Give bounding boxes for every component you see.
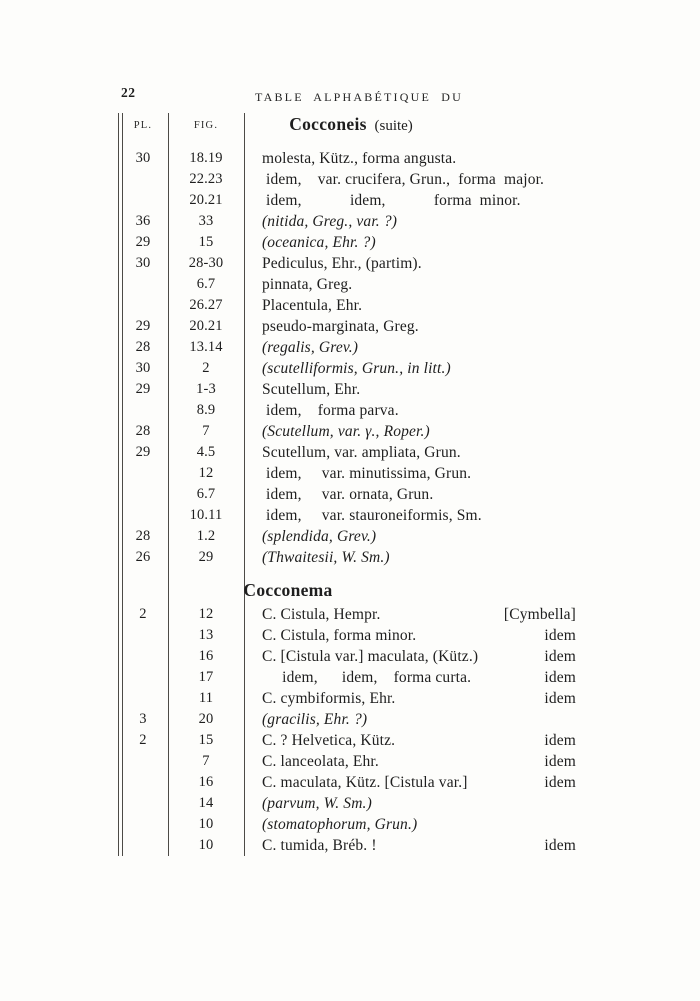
genus-reference: idem bbox=[544, 732, 576, 749]
pl-value bbox=[118, 835, 168, 856]
pl-value: 29 bbox=[135, 234, 151, 250]
table-row bbox=[118, 688, 607, 709]
table-row bbox=[118, 379, 607, 400]
table-row bbox=[118, 772, 607, 793]
fig-value: 1-3 bbox=[196, 381, 216, 397]
pl-value: 2 bbox=[139, 732, 147, 748]
species-entry: (stomatophorum, Grun.) bbox=[262, 816, 418, 833]
species-entry: (nitida, Greg., var. ?) bbox=[262, 213, 398, 230]
pl-value bbox=[118, 463, 168, 484]
species-entry: (parvum, W. Sm.) bbox=[262, 795, 372, 812]
table-row bbox=[118, 604, 607, 625]
genus-reference: idem bbox=[544, 690, 576, 707]
pl-value: 30 bbox=[135, 360, 151, 376]
table-row bbox=[118, 793, 607, 814]
species-entry: idem, var. minutissima, Grun. bbox=[262, 465, 472, 482]
table-row bbox=[118, 463, 607, 484]
table-row bbox=[118, 835, 607, 856]
species-entry-cell bbox=[244, 709, 607, 730]
species-entry: Scutellum, var. ampliata, Grun. bbox=[262, 444, 461, 461]
table-row bbox=[118, 505, 607, 526]
table-row bbox=[118, 814, 607, 835]
species-entry-cell bbox=[244, 358, 607, 379]
table-row bbox=[118, 526, 607, 547]
genus-reference: [Cymbella] bbox=[503, 606, 576, 623]
species-entry: idem, var. stauroneiformis, Sm. bbox=[262, 507, 482, 524]
fig-value: 26.27 bbox=[189, 297, 223, 313]
pl-value: 3 bbox=[139, 711, 147, 727]
species-entry-cell bbox=[244, 604, 607, 625]
pl-value: 29 bbox=[135, 318, 151, 334]
species-entry-cell bbox=[244, 337, 607, 358]
species-entry: idem, forma parva. bbox=[262, 402, 399, 419]
species-entry-cell bbox=[244, 148, 607, 169]
section-title: Cocconema bbox=[243, 580, 333, 600]
fig-value: 11 bbox=[198, 690, 214, 706]
table-row bbox=[118, 484, 607, 505]
species-entry-cell bbox=[244, 751, 607, 772]
species-entry: Pediculus, Ehr., (partim). bbox=[262, 255, 422, 272]
pl-value bbox=[118, 814, 168, 835]
pl-value bbox=[118, 295, 168, 316]
fig-value: 7 bbox=[202, 753, 210, 769]
fig-value: 20 bbox=[198, 711, 214, 727]
pl-value bbox=[118, 667, 168, 688]
pl-value: 28 bbox=[135, 528, 151, 544]
species-entry: C. maculata, Kütz. [Cistula var.] bbox=[262, 774, 468, 791]
species-entry: pinnata, Greg. bbox=[262, 276, 353, 293]
fig-value: 12 bbox=[198, 606, 214, 622]
table-row bbox=[118, 211, 607, 232]
fig-value: 6.7 bbox=[196, 486, 216, 502]
species-entry-cell bbox=[244, 190, 607, 211]
table-row bbox=[118, 190, 607, 211]
table-row bbox=[118, 274, 607, 295]
pl-value bbox=[118, 646, 168, 667]
table-row bbox=[118, 358, 607, 379]
section-header-cocconema bbox=[118, 568, 607, 604]
table-row bbox=[118, 232, 607, 253]
species-entry: C. tumida, Bréb. ! bbox=[262, 837, 377, 854]
species-entry-cell bbox=[244, 688, 607, 709]
pl-value bbox=[118, 169, 168, 190]
column-header-fig: FIG. bbox=[193, 120, 219, 131]
species-entry-cell bbox=[244, 505, 607, 526]
species-entry-cell bbox=[244, 169, 607, 190]
fig-value: 28-30 bbox=[188, 255, 224, 271]
species-entry-cell bbox=[244, 835, 607, 856]
fig-value: 10 bbox=[198, 837, 214, 853]
species-entry-cell bbox=[244, 667, 607, 688]
table-row bbox=[118, 253, 607, 274]
table-row bbox=[118, 625, 607, 646]
species-entry-cell bbox=[244, 442, 607, 463]
species-entry-cell bbox=[244, 526, 607, 547]
fig-value: 10 bbox=[198, 816, 214, 832]
pl-value: 36 bbox=[135, 213, 151, 229]
table-row bbox=[118, 646, 607, 667]
pl-value bbox=[118, 751, 168, 772]
fig-value: 17 bbox=[198, 669, 214, 685]
species-entry-cell bbox=[244, 463, 607, 484]
pl-value bbox=[118, 505, 168, 526]
species-entry: (gracilis, Ehr. ?) bbox=[262, 711, 368, 728]
species-entry-cell bbox=[244, 484, 607, 505]
species-entry: C. lanceolata, Ehr. bbox=[262, 753, 379, 770]
genus-reference: idem bbox=[544, 648, 576, 665]
pl-value bbox=[118, 772, 168, 793]
pl-value bbox=[118, 688, 168, 709]
species-entry-cell bbox=[244, 730, 607, 751]
fig-value: 29 bbox=[198, 549, 214, 565]
genus-reference: idem bbox=[544, 753, 576, 770]
table-row bbox=[118, 337, 607, 358]
species-entry: (splendida, Grev.) bbox=[262, 528, 377, 545]
species-entry: C. cymbiformis, Ehr. bbox=[262, 690, 396, 707]
pl-value: 30 bbox=[135, 150, 151, 166]
table-row bbox=[118, 730, 607, 751]
pl-value: 29 bbox=[135, 381, 151, 397]
pl-value bbox=[118, 400, 168, 421]
section-title-suffix: (suite) bbox=[374, 118, 413, 134]
running-title: TABLE ALPHABÉTIQUE DU bbox=[255, 90, 463, 104]
pl-value bbox=[118, 793, 168, 814]
genus-reference: idem bbox=[544, 837, 576, 854]
table-rows bbox=[118, 148, 607, 856]
column-header-pl: PL. bbox=[133, 120, 153, 131]
fig-value: 4.5 bbox=[196, 444, 216, 460]
species-entry: (Scutellum, var. γ., Roper.) bbox=[262, 423, 430, 440]
table-header-row bbox=[118, 113, 607, 148]
fig-value: 8.9 bbox=[196, 402, 216, 418]
pl-value: 26 bbox=[135, 549, 151, 565]
pl-value: 30 bbox=[135, 255, 151, 271]
table-row bbox=[118, 148, 607, 169]
fig-value: 1.2 bbox=[196, 528, 216, 544]
fig-value: 14 bbox=[198, 795, 214, 811]
species-entry: idem, idem, forma minor. bbox=[262, 192, 521, 209]
species-entry-cell bbox=[244, 379, 607, 400]
pl-value bbox=[118, 484, 168, 505]
genus-reference: idem bbox=[544, 774, 576, 791]
table-row bbox=[118, 547, 607, 568]
table-row bbox=[118, 316, 607, 337]
fig-value: 20.21 bbox=[189, 318, 223, 334]
table-content bbox=[118, 113, 607, 856]
pl-value: 29 bbox=[135, 444, 151, 460]
species-entry: idem, var. crucifera, Grun., forma major. bbox=[262, 171, 545, 188]
species-entry: C. [Cistula var.] maculata, (Kütz.) bbox=[262, 648, 479, 665]
species-entry: (oceanica, Ehr. ?) bbox=[262, 234, 376, 251]
species-entry-cell bbox=[244, 772, 607, 793]
table-row bbox=[118, 169, 607, 190]
table-row bbox=[118, 667, 607, 688]
genus-reference: idem bbox=[544, 669, 576, 686]
table-row bbox=[118, 709, 607, 730]
table-row bbox=[118, 400, 607, 421]
fig-value: 16 bbox=[198, 648, 214, 664]
genus-reference: idem bbox=[544, 627, 576, 644]
species-entry: Scutellum, Ehr. bbox=[262, 381, 361, 398]
fig-value: 15 bbox=[198, 234, 214, 250]
species-entry: C. Cistula, forma minor. bbox=[262, 627, 417, 644]
species-entry-cell bbox=[244, 625, 607, 646]
species-entry: Placentula, Ehr. bbox=[262, 297, 363, 314]
species-entry: pseudo-marginata, Greg. bbox=[262, 318, 419, 335]
fig-value: 10.11 bbox=[189, 507, 223, 523]
fig-value: 13.14 bbox=[189, 339, 223, 355]
pl-value: 28 bbox=[135, 423, 151, 439]
pl-value bbox=[118, 625, 168, 646]
pl-value: 2 bbox=[139, 606, 147, 622]
species-entry-cell bbox=[244, 646, 607, 667]
species-entry-cell bbox=[244, 274, 607, 295]
fig-value: 7 bbox=[202, 423, 210, 439]
page-number: 22 bbox=[121, 85, 136, 100]
table-row bbox=[118, 751, 607, 772]
species-entry-cell bbox=[244, 547, 607, 568]
section-title: Cocconeis bbox=[289, 114, 367, 134]
fig-value: 18.19 bbox=[189, 150, 223, 166]
table-row bbox=[118, 442, 607, 463]
pl-value bbox=[118, 274, 168, 295]
species-entry-cell bbox=[244, 211, 607, 232]
species-entry-cell bbox=[244, 814, 607, 835]
species-entry-cell bbox=[244, 253, 607, 274]
fig-value: 16 bbox=[198, 774, 214, 790]
species-entry-cell bbox=[244, 400, 607, 421]
fig-value: 22.23 bbox=[189, 171, 223, 187]
species-entry: C. Cistula, Hempr. bbox=[262, 606, 381, 623]
table-row bbox=[118, 295, 607, 316]
species-entry-cell bbox=[244, 232, 607, 253]
species-entry: idem, idem, forma curta. bbox=[262, 669, 472, 686]
species-entry: idem, var. ornata, Grun. bbox=[262, 486, 434, 503]
species-entry: (scutelliformis, Grun., in litt.) bbox=[262, 360, 451, 377]
table-row bbox=[118, 421, 607, 442]
species-entry: C. ? Helvetica, Kütz. bbox=[262, 732, 396, 749]
species-entry: molesta, Kütz., forma angusta. bbox=[262, 150, 457, 167]
pl-value bbox=[118, 190, 168, 211]
fig-value: 12 bbox=[198, 465, 214, 481]
fig-value: 20.21 bbox=[189, 192, 223, 208]
species-entry-cell bbox=[244, 295, 607, 316]
species-entry-cell bbox=[244, 316, 607, 337]
species-entry-cell bbox=[244, 421, 607, 442]
fig-value: 2 bbox=[202, 360, 210, 376]
section-header-cocconeis bbox=[244, 113, 607, 148]
fig-value: 6.7 bbox=[196, 276, 216, 292]
pl-value: 28 bbox=[135, 339, 151, 355]
species-entry: (regalis, Grev.) bbox=[262, 339, 359, 356]
species-entry-cell bbox=[244, 793, 607, 814]
fig-value: 33 bbox=[198, 213, 214, 229]
fig-value: 13 bbox=[198, 627, 214, 643]
species-entry: (Thwaitesii, W. Sm.) bbox=[262, 549, 390, 566]
index-table bbox=[118, 113, 607, 856]
fig-value: 15 bbox=[198, 732, 214, 748]
